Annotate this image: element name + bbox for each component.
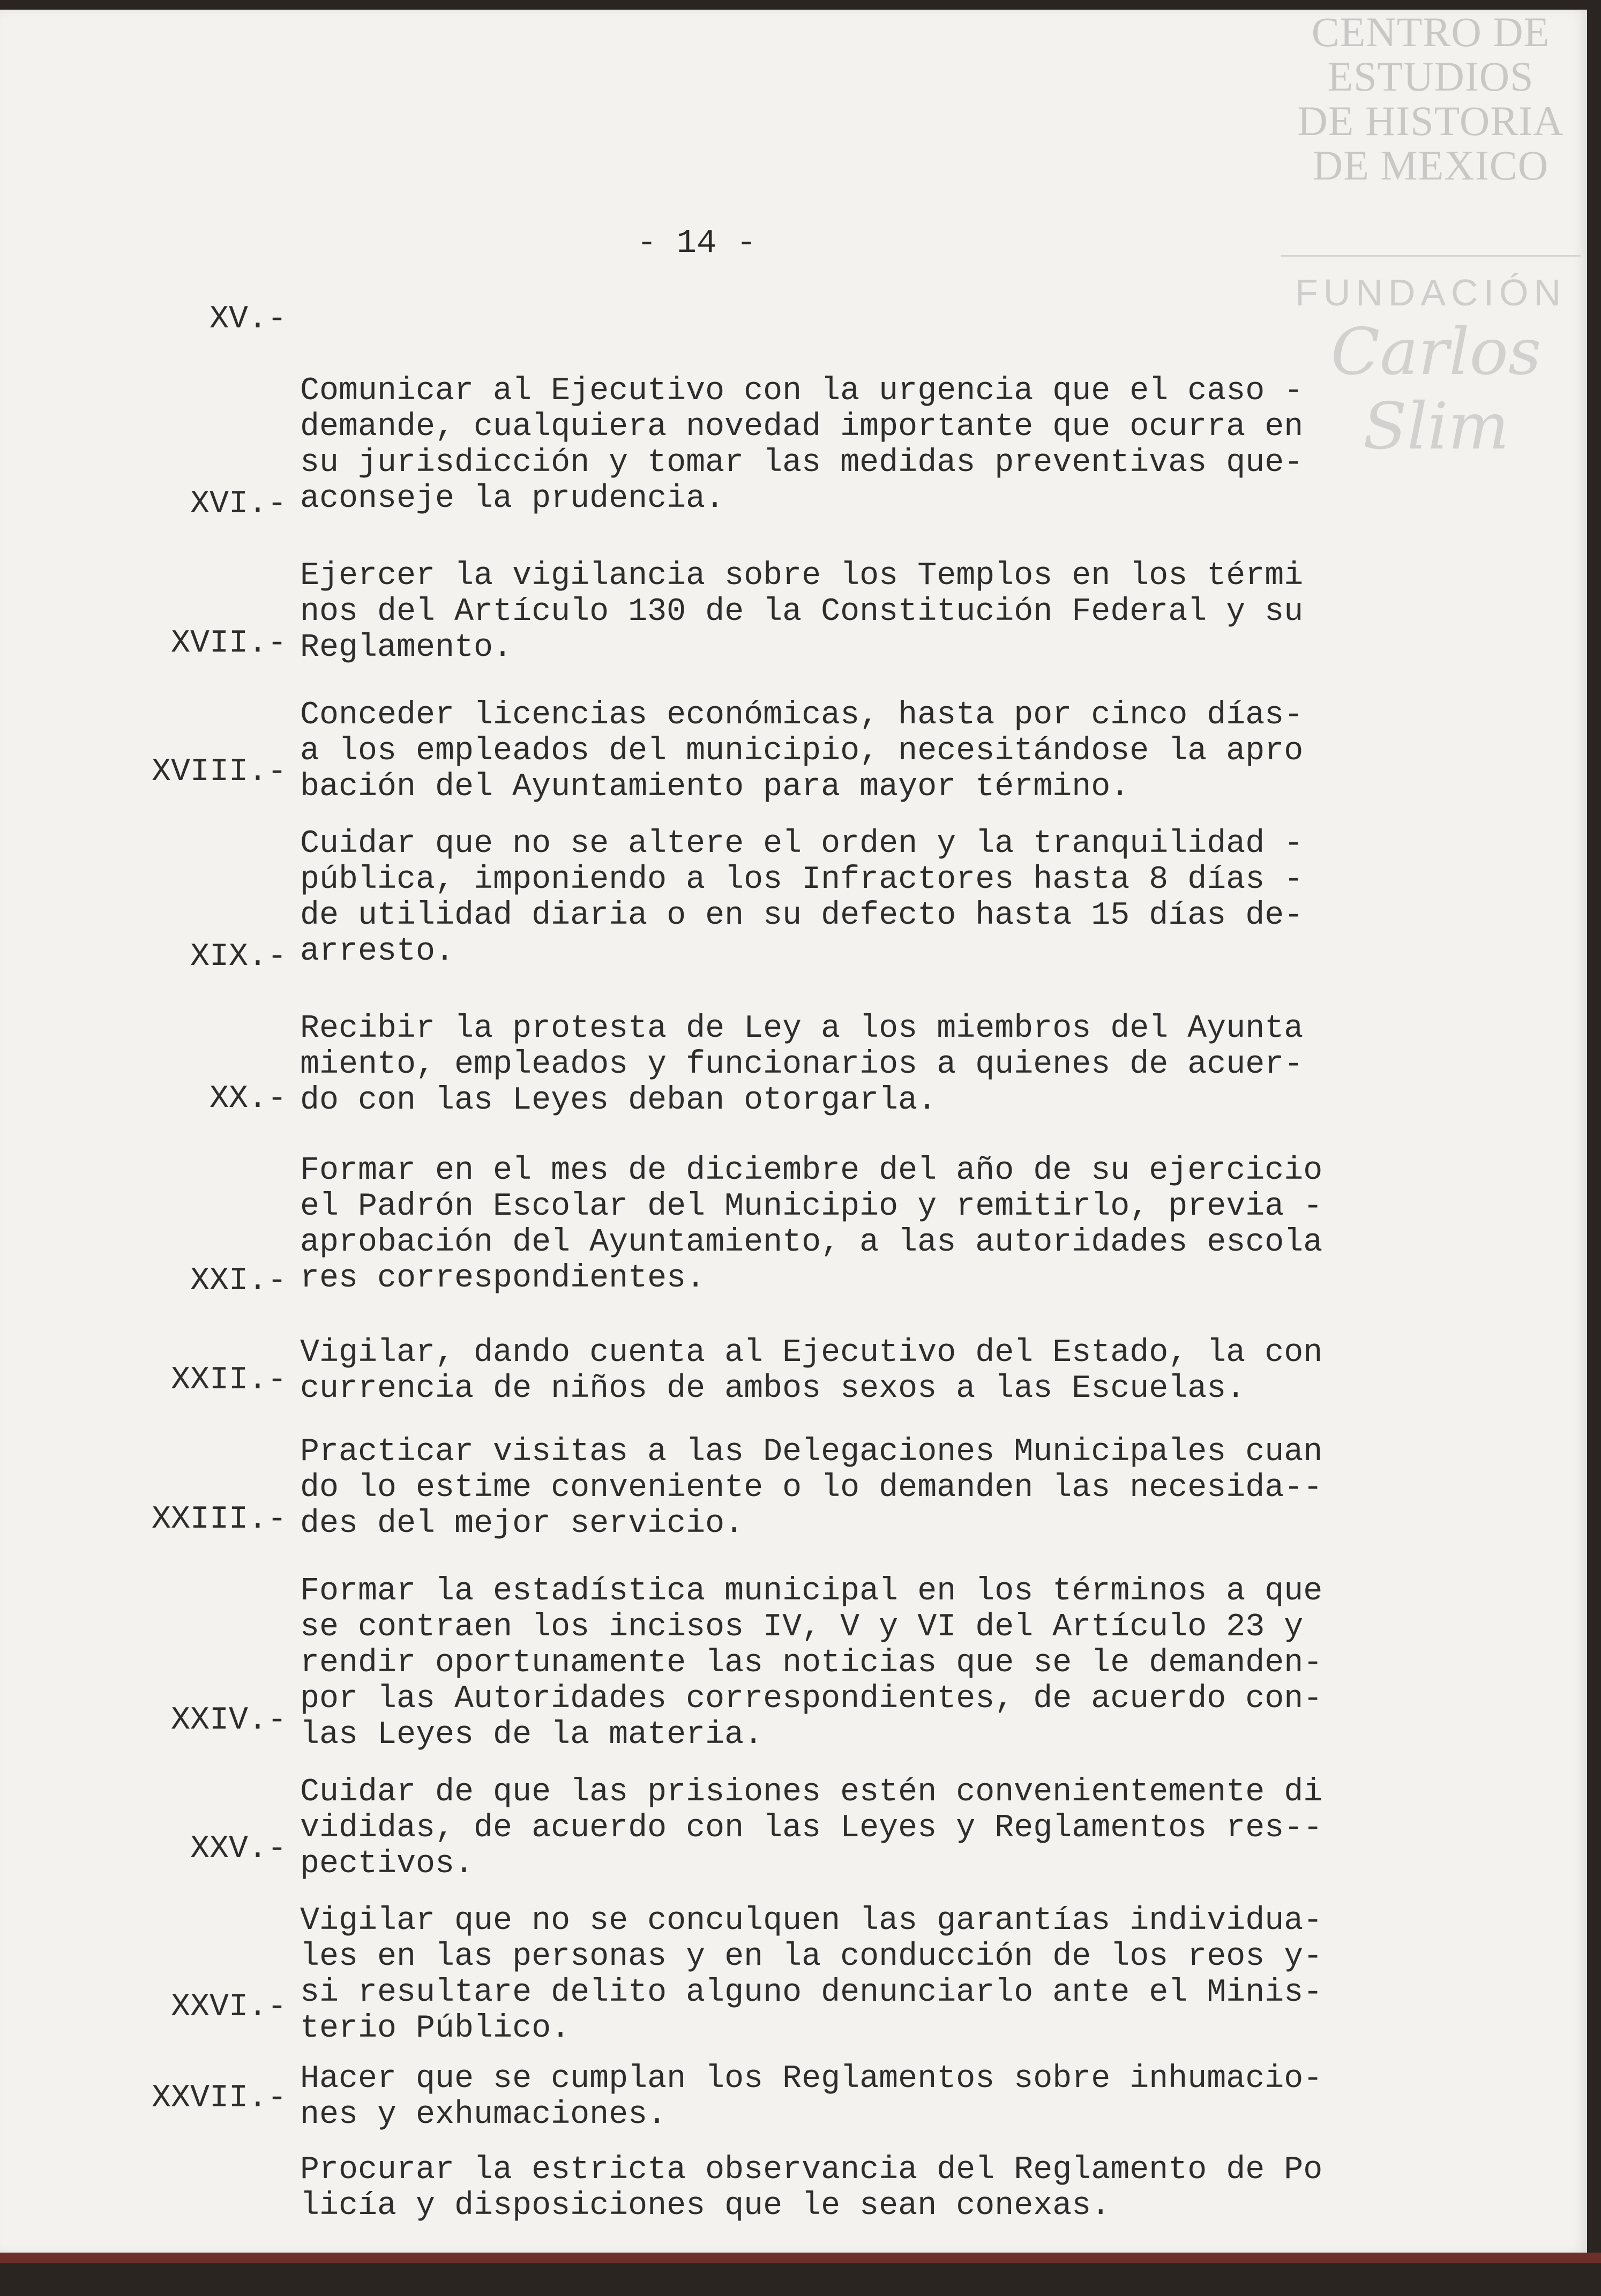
watermark-line: DE MEXICO (1312, 142, 1549, 189)
item-text: Formar en el mes de diciembre del año de su ejercicio el Padrón Escolar del Municipio y remitirlo, previa - aprobación del Ayuntamiento, a las autoridades escola res correspondientes. (300, 1153, 1323, 1297)
item-text: Practicar visitas a las Delegaciones Municipales cuan do lo estime conveniente o lo demanden las necesida-- des del mejor servicio. (300, 1434, 1323, 1542)
item-numeral: XXIV.- (170, 1702, 287, 1739)
item-numeral: XVIII.- (151, 754, 287, 790)
item-numeral: XXVI.- (170, 1989, 287, 2025)
item-numeral: XV.- (209, 301, 287, 338)
item-text: Procurar la estricta observancia del Reglamento de Po licía y disposiciones que le sean conexas. (300, 2152, 1323, 2224)
item-text: Hacer que se cumplan los Reglamentos sobre inhumacio- nes y exhumaciones. (300, 2061, 1323, 2133)
page-number: - 14 - (637, 224, 757, 262)
item-numeral: XXV.- (190, 1831, 287, 1867)
item-text: Formar la estadística municipal en los términos a que se contraen los incisos IV, V y VI del Artículo 23 y rendir oportunamente las noticias que se le demanden- por las Autoridades correspondientes, de acuerdo con- las Leyes de la materia. (300, 1573, 1323, 1753)
item-text: Ejercer la vigilancia sobre los Templos en los térmi nos del Artículo 130 de la Constitución Federal y su Reglamento. (300, 558, 1304, 666)
watermark-line: CENTRO DE (1311, 9, 1550, 55)
item-numeral: XXI.- (190, 1263, 287, 1299)
item-numeral: XVI.- (190, 486, 287, 522)
item-numeral: XX.- (209, 1081, 287, 1117)
item-text: Comunicar al Ejecutivo con la urgencia que el caso - demande, cualquiera novedad importante que ocurra en su jurisdicción y tomar las medidas preventivas que- aconseje la prudencia. (300, 373, 1304, 517)
item-text: Vigilar, dando cuenta al Ejecutivo del Estado, la con currencia de niños de ambos sexos a las Escuelas. (300, 1335, 1323, 1407)
watermark-foundation: FUNDACIÓN (1295, 272, 1567, 313)
item-numeral: XVII.- (170, 625, 287, 662)
scan-bottom-edge (0, 2253, 1601, 2263)
watermark-signature: Carlos Slim (1330, 315, 1542, 464)
watermark-line: DE HISTORIA (1297, 98, 1564, 144)
archive-watermark (1281, 9, 1581, 464)
watermark-line: ESTUDIOS (1327, 53, 1534, 100)
item-numeral: XIX.- (190, 939, 287, 975)
item-numeral: XXVII.- (151, 2080, 287, 2116)
item-text: Cuidar de que las prisiones estén convenientemente di vididas, de acuerdo con las Leyes y Reglamentos res-- pectivos. (300, 1774, 1323, 1882)
item-text: Conceder licencias económicas, hasta por cinco días- a los empleados del municipio, necesitándose la apro bación del Ayuntamiento para mayor término. (300, 697, 1304, 805)
item-numeral: XXII.- (170, 1362, 287, 1398)
item-text: Recibir la protesta de Ley a los miembros del Ayunta miento, empleados y funcionarios a quienes de acuer- do con las Leyes deban otorgarla. (300, 1011, 1304, 1119)
document-page (0, 10, 1587, 2253)
item-text: Vigilar que no se conculquen las garantías individua- les en las personas y en la conducción de los reos y- si resultare delito alguno denunciarlo ante el Minis- terio Público. (300, 1903, 1323, 2047)
item-text: Cuidar que no se altere el orden y la tranquilidad - pública, imponiendo a los Infractores hasta 8 días - de utilidad diaria o en su defecto hasta 15 días de- arresto. (300, 826, 1304, 970)
item-numeral: XXIII.- (151, 1501, 287, 1538)
